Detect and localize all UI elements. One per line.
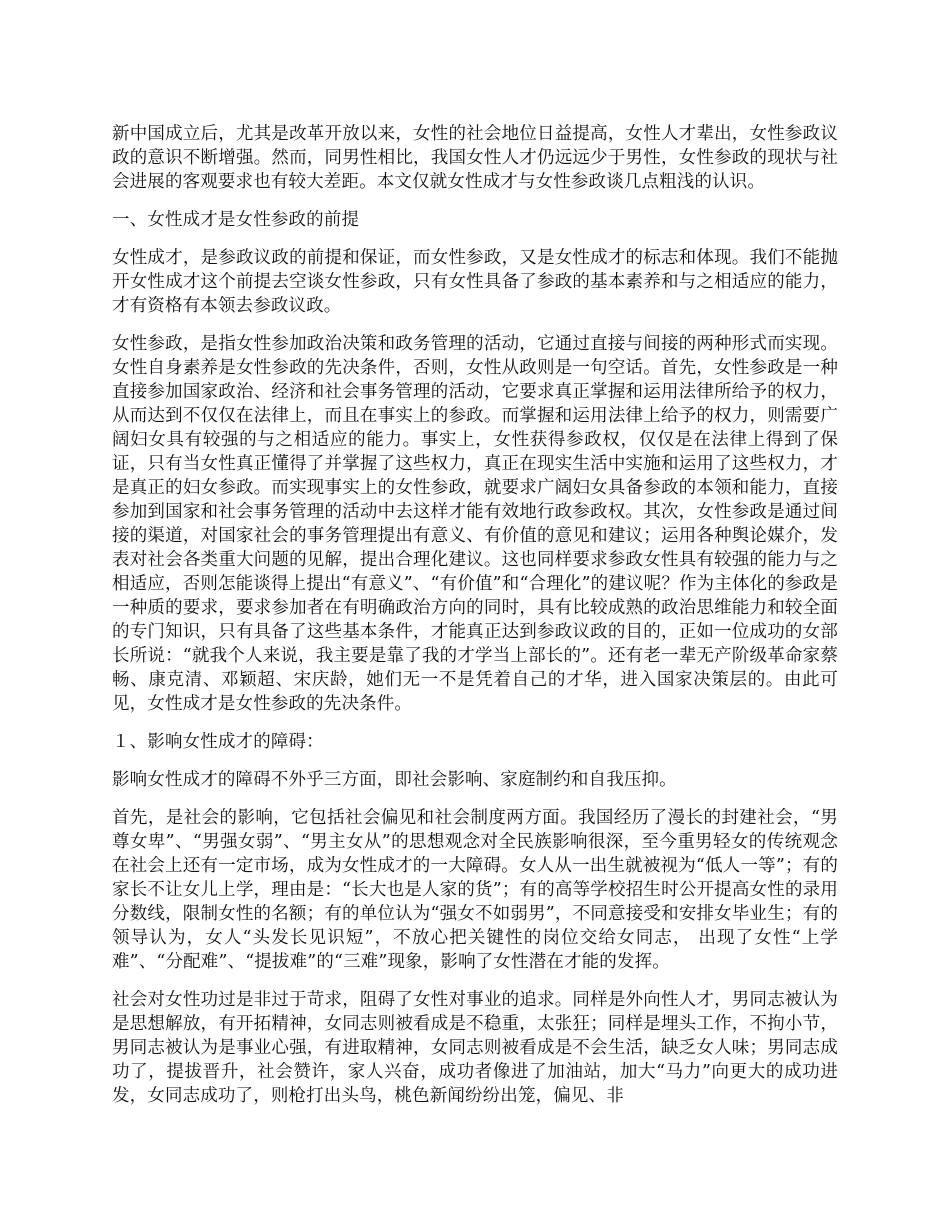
section-heading: 一、女性成才是女性参政的前提 <box>112 210 360 230</box>
body-paragraph: 影响女性成才的障碍不外乎三方面，即社会影响、家庭制约和自我压抑。 <box>112 770 677 790</box>
intro-paragraph: 新中国成立后，尤其是改革开放以来，女性的社会地位日益提高，女性人才辈出，女性参政议政的意识不断增强。然而，同男性相比，我国女性人才仍远远少于男性，女性参政的现状与社会进展的客观要求也有较大差距。本文仅就女性成才与女性参政谈几点粗浅的认识。 <box>112 124 838 192</box>
subsection-heading: １、影响女性成才的障碍： <box>112 732 324 752</box>
body-paragraph: 女性参政，是指女性参加政治决策和政务管理的活动，它通过直接与间接的两种形式而实现。女性自身素养是女性参政的先决条件，否则，女性从政则是一句空话。首先，女性参政是一种直接参加国家政治、经济和社会事务管理的活动，它要求真正掌握和运用法律所给予的权力，从而达到不仅仅在法律上，而且在事实上的参政。而掌握和运用法律上给予的权力，则需要广阔妇女具有较强的与之相适应的能力。事实上，女性获得参政权，仅仅是在法律上得到了保证，只有当女性真正懂得了并掌握了这些权力，真正在现实生活中实施和运用了这些权力，才是真正的妇女参政。而实现事实上的女性参政，就要求广阔妇女具备参政的本领和能力，直接参加到国家和社会事务管理的活动中去这样才能有效地行政参政权。其次，女性参政是通过间接的渠道，对国家社会的事务管理提出有意义、有价值的意见和建议；运用各种舆论媒介，发表对社会各类重大问题的见解，提出合理化建议。这也同样要求参政女性具有较强的能力与之相适应，否则怎能谈得上提出“有意义”、“有价值”和“合理化”的建议呢？作为主体化的参政是一种质的要求，要求参加者在有明确政治方向的同时，具有比较成熟的政治思维能力和较全面的专门知识，只有具备了这些基本条件，才能真正达到参政议政的目的，正如一位成功的女部长所说：“就我个人来说，我主要是靠了我的才学当上部长的”。还有老一辈无产阶级革命家蔡畅、康克清、邓颖超、宋庆龄，她们无一不是凭着自己的才华，进入国家决策层的。由此可见，女性成才是女性参政的先决条件。 <box>112 334 838 714</box>
body-paragraph: 女性成才，是参政议政的前提和保证，而女性参政，又是女性成才的标志和体现。我们不能抛开女性成才这个前提去空谈女性参政，只有女性具备了参政的基本素养和与之相适应的能力，才有资格有本领去参政议政。 <box>112 248 838 316</box>
document-page <box>112 122 838 1122</box>
body-paragraph: 社会对女性功过是非过于苛求，阻碍了女性对事业的追求。同样是外向性人才，男同志被认为是思想解放，有开拓精神，女同志则被看成是不稳重，太张狂；同样是埋头工作，不拘小节，男同志被认为是事业心强，有进取精神，女同志则被看成是不会生活，缺乏女人味；男同志成功了，提拔晋升，社会赞许，家人兴奋，成功者像进了加油站，加大“马力”向更大的成功进发，女同志成功了，则枪打出头鸟，桃色新闻纷纷出笼，偏见、非 <box>112 990 838 1106</box>
body-paragraph: 首先，是社会的影响，它包括社会偏见和社会制度两方面。我国经历了漫长的封建社会，“男尊女卑”、“男强女弱”、“男主女从”的思想观念对全民族影响很深，至今重男轻女的传统观念在社会上还有一定市场，成为女性成才的一大障碍。女人从一出生就被视为“低人一等”；有的家长不让女儿上学，理由是：“长大也是人家的货”；有的高等学校招生时公开提高女性的录用分数线，限制女性的名额；有的单位认为“强女不如弱男”，不同意接受和安排女毕业生；有的领导认为，女人“头发长见识短”，不放心把关键性的岗位交给女同志， 出现了女性“上学难”、“分配难”、“提拔难”的“三难”现象，影响了女性潜在才能的发挥。 <box>112 808 838 972</box>
